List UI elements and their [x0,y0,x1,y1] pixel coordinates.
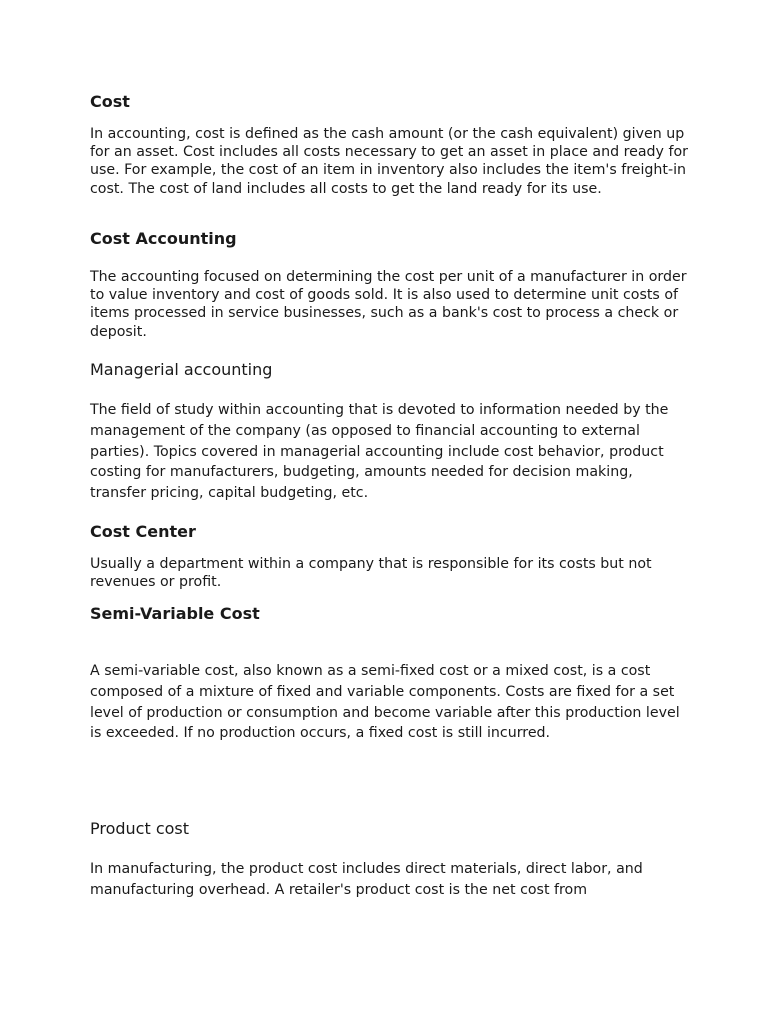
heading-cost: Cost [90,92,130,111]
paragraph-product-cost: In manufacturing, the product cost includes direct materials, direct labor, and manufacturing overhead. A retailer's product cost is the net cost from [90,861,643,898]
heading-managerial-accounting: Managerial accounting [90,360,273,379]
heading-cost-center: Cost Center [90,522,196,541]
paragraph-cost-accounting: The accounting focused on determining the cost per unit of a manufacturer in order to value inventory and cost of goods sold. It is also used to determine unit costs of items processed in service businesses, such as a bank's cost to process a check or deposit. [90,269,687,340]
paragraph-semi-variable-cost: A semi-variable cost, also known as a semi-fixed cost or a mixed cost, is a cost composed of a mixture of fixed and variable components. Costs are fixed for a set level of production or consumption and become variable after this production level is exceeded. If no production occurs, a fixed cost is still incurred. [90,663,680,742]
heading-cost-accounting: Cost Accounting [90,229,237,248]
heading-semi-variable-cost: Semi-Variable Cost [90,604,260,623]
paragraph-cost-center: Usually a department within a company that is responsible for its costs but not revenues or profit. [90,556,652,591]
paragraph-managerial-accounting: The field of study within accounting that is devoted to information needed by the management of the company (as opposed to financial accounting to external parties). Topics covered in managerial accounting include cost behavior, product costing for manufacturers, budgeting, amounts needed for decision making, transfer pricing, capital budgeting, etc. [90,402,669,502]
heading-product-cost: Product cost [90,819,190,838]
paragraph-cost: In accounting, cost is defined as the cash amount (or the cash equivalent) given up for an asset. Cost includes all costs necessary to get an asset in place and ready for use. For example, the cost of an item in inventory also includes the item's freight-in cost. The cost of land includes all costs to get the land ready for its use. [90,126,688,197]
